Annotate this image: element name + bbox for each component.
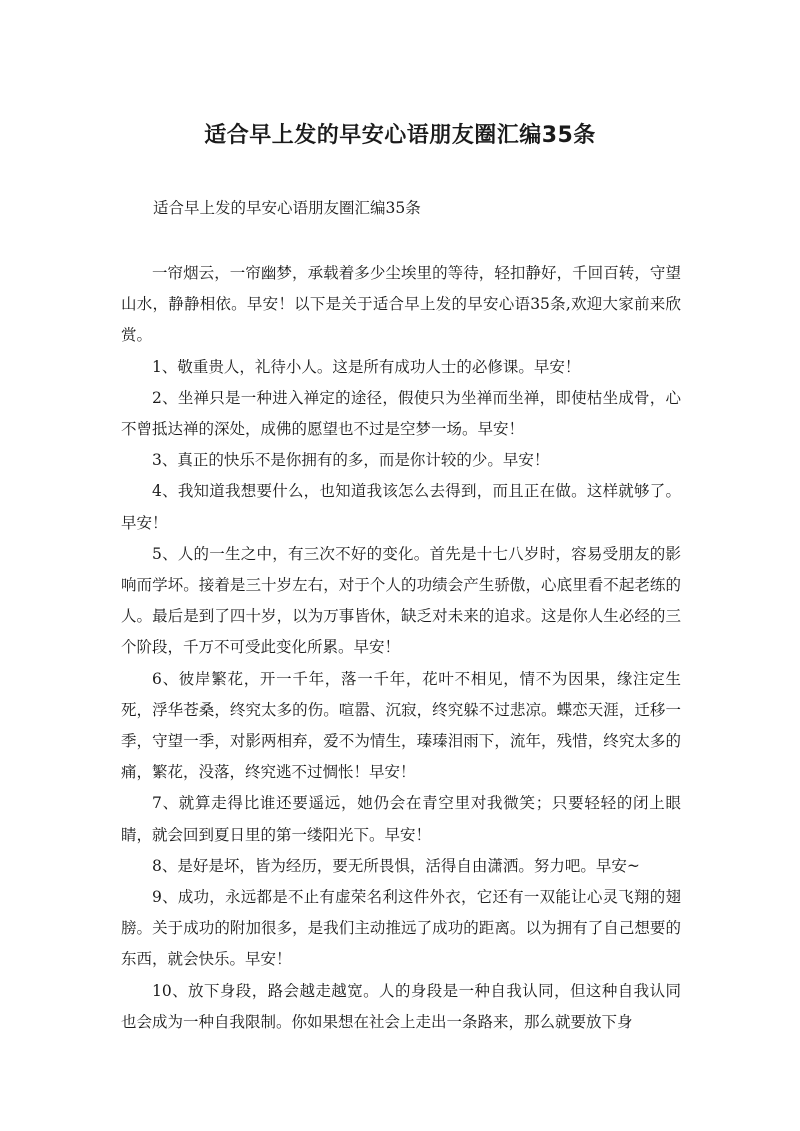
list-item: 1、敬重贵人，礼待小人。这是所有成功人士的必修课。早安！ — [152, 357, 581, 376]
list-item: 9、成功，永远都是不止有虚荣名利这件外衣，它还有一双能让心灵飞翔的翅膀。关于成功的附加很多，是我们主动推远了成功的距离。以为拥有了自己想要的东西，就会快乐。早安！ — [121, 888, 681, 969]
list-item: 3、真正的快乐不是你拥有的多，而是你计较的少。早安！ — [152, 451, 550, 470]
list-item: 2、坐禅只是一种进入禅定的途径，假使只为坐禅而坐禅，即使枯坐成骨，心不曾抵达禅的深处，成佛的愿望也不过是空梦一场。早安！ — [121, 388, 681, 439]
list-item: 5、人的一生之中，有三次不好的变化。首先是十七八岁时，容易受朋友的影响而学坏。接着是三十岁左右，对于个人的功绩会产生骄傲，心底里看不起老练的人。最后是到了四十岁，以为万事皆休，缺乏对未来的追求。这是你人生必经的三个阶段，千万不可受此变化所累。早安！ — [121, 544, 681, 657]
list-item: 10、放下身段，路会越走越宽。人的身段是一种自我认同，但这种自我认同也会成为一种自我限制。你如果想在社会上走出一条路来，那么就要放下身 — [121, 981, 681, 1031]
intro-paragraph: 一帘烟云，一帘幽梦，承载着多少尘埃里的等待，轻扣静好，千回百转，守望山水，静静相依。早安！以下是关于适合早上发的早安心语35条,欢迎大家前来欣赏。 — [121, 264, 681, 345]
document-subtitle: 适合早上发的早安心语朋友圈汇编35条 — [153, 199, 421, 217]
list-item: 8、是好是坏，皆为经历，要无所畏惧，活得自由潇洒。努力吧。早安~ — [152, 856, 640, 875]
document-body — [121, 258, 681, 1038]
list-item: 6、彼岸繁花，开一千年，落一千年，花叶不相见，情不为因果，缘注定生死，浮华苍桑，终究太多的伤。喧嚣、沉寂，终究躲不过悲凉。蝶恋天涯，迁移一季，守望一季，对影两相弃，爱不为情生，瑧瑧泪雨下，流年，残惜，终究太多的痛，繁花，没落，终究逃不过惆怅！早安！ — [121, 669, 681, 782]
list-item: 4、我知道我想要什么，也知道我该怎么去得到，而且正在做。这样就够了。早安！ — [121, 482, 681, 532]
list-item: 7、就算走得比谁还要遥远，她仍会在青空里对我微笑；只要轻轻的闭上眼睛，就会回到夏日里的第一缕阳光下。早安！ — [121, 794, 681, 844]
document-title: 适合早上发的早安心语朋友圈汇编35条 — [204, 123, 596, 148]
